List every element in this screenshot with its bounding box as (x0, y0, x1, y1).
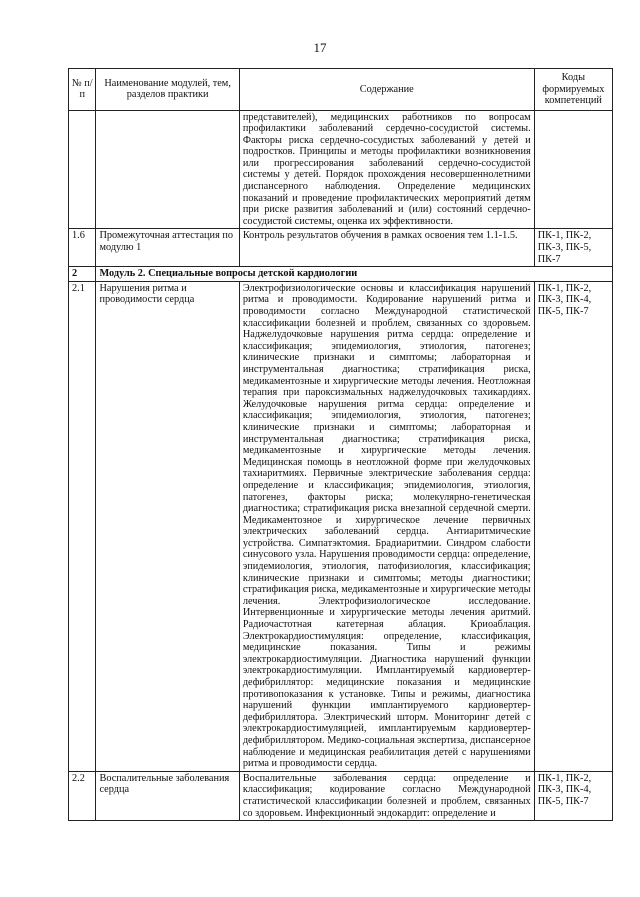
module-num: 2 (69, 267, 96, 282)
row-num (69, 110, 96, 229)
table-row (69, 229, 613, 267)
curriculum-table (68, 68, 613, 821)
table-row (69, 771, 613, 820)
row-content: представителей), медицинских работников по вопросам профилактики заболеваний сердечно-сосудистой системы. Факторы риска сердечно-сосудистых заболеваний у детей и подростков. Принципы и методы профилактики возникновения или прогрессирования заболеваний сердечно-сосудистой системы у детей. Порядок прохождения несовершеннолетними диспансерного наблюдения. Определение медицинских показаний и проведение профилактических мероприятий детям при риске развития заболеваний и (или) состояний сердечно-сосудистой системы, оценка их эффективности. (239, 110, 534, 229)
module-title: Модуль 2. Специальные вопросы детской кардиологии (96, 267, 613, 282)
header-content: Содержание (239, 69, 534, 111)
header-num: № п/п (69, 69, 96, 111)
row-num: 2.1 (69, 281, 96, 771)
row-name: Промежуточная аттестация по модулю 1 (96, 229, 239, 267)
page-number: 17 (313, 40, 327, 55)
row-codes: ПК-1, ПК-2, ПК-3, ПК-4, ПК-5, ПК-7 (534, 771, 612, 820)
module-row (69, 267, 613, 282)
row-num: 1.6 (69, 229, 96, 267)
header-codes: Коды формируемых компетенций (534, 69, 612, 111)
row-name: Воспалительные заболевания сердца (96, 771, 239, 820)
table-row (69, 110, 613, 229)
row-content: Воспалительные заболевания сердца: определение и классификация; кодирование согласно Международной статистической классификации болезней и проблем, связанных со здоровьем. Инфекционный эндокардит: определение и (239, 771, 534, 820)
header-name: Наименование модулей, тем, разделов практики (96, 69, 239, 111)
row-codes (534, 110, 612, 229)
row-content: Электрофизиологические основы и классификация нарушений ритма и проводимости. Кодирование нарушений ритма и проводимости согласно Международной статистической классификации болезней и проблем, связанных со здоровьем. Наджелудочковые нарушения ритма сердца: определение и классификация; эпидемиология, этиология, патогенез; клинические признаки и симптомы; лабораторная и инструментальная диагностика; стратификация риска, медикаментозные и хирургические методы лечения. Неотложная терапия при пароксизмальных наджелудочковых тахикардиях. Желудочковые нарушения ритма сердца: определение и классификация; эпидемиология, этиология, патогенез; клинические признаки и симптомы; лабораторная и инструментальная диагностика; стратификация риска, медикаментозные и хирургические методы лечения. Медицинская помощь в неотложной форме при желудочковых тахиаритмиях. Первичные электрические заболевания сердца: определение и классификация; эпидемиология, этиология, патогенез, факторы риска; молекулярно-генетическая диагностика; стратификация риска внезапной сердечной смерти. Медикаментозное и хирургическое лечение первичных электрических заболеваний сердца. Антиаритмические устройства. Симпатэктомия. Брадиаритмии. Синдром слабости синусового узла. Нарушения проводимости сердца: определение, эпидемиология, этиология, патофизиология, классификация; клинические признаки и симптомы; методы диагностики; стратификация риска, медикаментозные и хирургические методы лечения. Электрофизиологическое исследование. Интервенционные и хирургические методы лечения аритмий. Радиочастотная катетерная аблация. Криоаблация. Электрокардиостимуляция: определение, классификация, медицинские показания. Типы и режимы электрокардиостимуляции. Диагностика нарушений функции электрокардиостимуляции. Имплантируемый кардиовертер-дефибриллятор: медицинские показания и медицинские противопоказания к установке. Типы и режимы, диагностика нарушений функции имплантируемого кардиовертер-дефибриллятора. Электрический шторм. Мониторинг детей с электрокардиостимуляцией, имплантируемым кардиовертер-дефибриллятором. Медико-социальная экспертиза, диспансерное наблюдение и медицинская реабилитация детей с нарушениями ритма и проводимости сердца. (239, 281, 534, 771)
table-header-row (69, 69, 613, 111)
row-codes: ПК-1, ПК-2, ПК-3, ПК-4, ПК-5, ПК-7 (534, 281, 612, 771)
row-codes: ПК-1, ПК-2, ПК-3, ПК-5, ПК-7 (534, 229, 612, 267)
row-name: Нарушения ритма и проводимости сердца (96, 281, 239, 771)
row-num: 2.2 (69, 771, 96, 820)
table-row (69, 281, 613, 771)
row-name (96, 110, 239, 229)
row-content: Контроль результатов обучения в рамках освоения тем 1.1-1.5. (239, 229, 534, 267)
